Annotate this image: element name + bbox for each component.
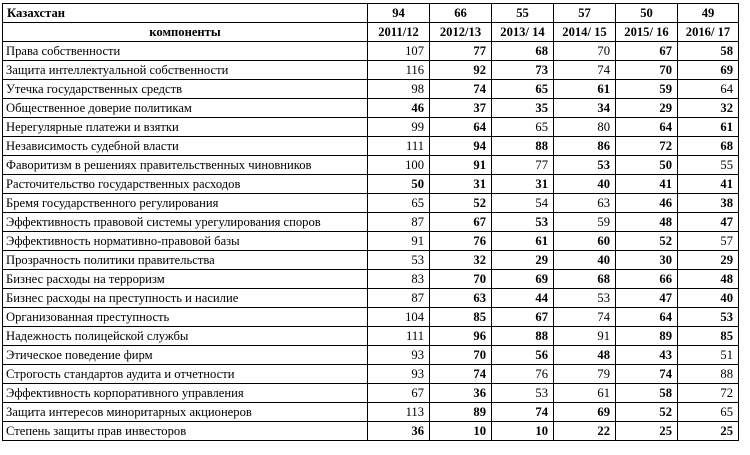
table-row xyxy=(3,289,739,308)
table-cell-value: 59 xyxy=(616,80,678,99)
table-row xyxy=(3,232,739,251)
rank-header: 50 xyxy=(616,4,678,23)
table-cell-value: 116 xyxy=(368,61,430,80)
table-cell-value: 35 xyxy=(492,99,554,118)
table-cell-value: 31 xyxy=(492,175,554,194)
table-row xyxy=(3,61,739,80)
table-cell-value: 98 xyxy=(368,80,430,99)
table-cell-value: 61 xyxy=(678,118,739,137)
table-cell-value: 40 xyxy=(554,251,616,270)
table-cell-value: 92 xyxy=(430,61,492,80)
row-label: Прозрачность политики правительства xyxy=(3,251,368,270)
table-cell-value: 34 xyxy=(554,99,616,118)
table-cell-value: 50 xyxy=(616,156,678,175)
table-cell-value: 74 xyxy=(554,308,616,327)
table-row xyxy=(3,99,739,118)
row-label: Защита интересов миноритарных акционеров xyxy=(3,403,368,422)
table-cell-value: 61 xyxy=(492,232,554,251)
table-cell-value: 36 xyxy=(430,384,492,403)
table-cell-value: 73 xyxy=(492,61,554,80)
table-cell-value: 74 xyxy=(430,80,492,99)
table-cell-value: 53 xyxy=(554,289,616,308)
table-cell-value: 41 xyxy=(678,175,739,194)
table-cell-value: 77 xyxy=(430,42,492,61)
table-cell-value: 93 xyxy=(368,365,430,384)
table-cell-value: 53 xyxy=(678,308,739,327)
row-label: Эффективность правовой системы урегулирования споров xyxy=(3,213,368,232)
table-cell-value: 47 xyxy=(616,289,678,308)
table-row xyxy=(3,156,739,175)
table-cell-value: 72 xyxy=(616,137,678,156)
row-label: Бремя государственного регулирования xyxy=(3,194,368,213)
table-cell-value: 32 xyxy=(430,251,492,270)
table-cell-value: 88 xyxy=(492,327,554,346)
table-cell-value: 111 xyxy=(368,327,430,346)
table-row xyxy=(3,175,739,194)
rank-header: 66 xyxy=(430,4,492,23)
row-label: Эффективность корпоративного управления xyxy=(3,384,368,403)
country-label: Казахстан xyxy=(3,4,368,23)
table-row xyxy=(3,270,739,289)
table-cell-value: 53 xyxy=(492,384,554,403)
table-cell-value: 55 xyxy=(678,156,739,175)
row-label: Степень защиты прав инвесторов xyxy=(3,422,368,441)
table-cell-value: 46 xyxy=(616,194,678,213)
table-cell-value: 64 xyxy=(616,118,678,137)
row-label: Общественное доверие политикам xyxy=(3,99,368,118)
table-cell-value: 48 xyxy=(554,346,616,365)
table-cell-value: 46 xyxy=(368,99,430,118)
table-cell-value: 79 xyxy=(554,365,616,384)
table-cell-value: 10 xyxy=(492,422,554,441)
row-label: Надежность полицейской службы xyxy=(3,327,368,346)
table-cell-value: 30 xyxy=(616,251,678,270)
table-cell-value: 52 xyxy=(616,403,678,422)
table-cell-value: 43 xyxy=(616,346,678,365)
rank-header: 94 xyxy=(368,4,430,23)
row-label: Бизнес расходы на преступность и насилие xyxy=(3,289,368,308)
table-cell-value: 59 xyxy=(554,213,616,232)
table-cell-value: 37 xyxy=(430,99,492,118)
table-cell-value: 74 xyxy=(430,365,492,384)
year-header: 2016/ 17 xyxy=(678,23,739,42)
row-label: Нерегулярные платежи и взятки xyxy=(3,118,368,137)
table-cell-value: 67 xyxy=(616,42,678,61)
table-cell-value: 87 xyxy=(368,289,430,308)
table-cell-value: 29 xyxy=(492,251,554,270)
table-row xyxy=(3,194,739,213)
table-cell-value: 74 xyxy=(616,365,678,384)
table-cell-value: 80 xyxy=(554,118,616,137)
table-cell-value: 60 xyxy=(554,232,616,251)
table-cell-value: 36 xyxy=(368,422,430,441)
year-header: 2015/ 16 xyxy=(616,23,678,42)
table-cell-value: 93 xyxy=(368,346,430,365)
table-cell-value: 74 xyxy=(554,61,616,80)
table-cell-value: 22 xyxy=(554,422,616,441)
rank-header: 49 xyxy=(678,4,739,23)
year-header: 2012/13 xyxy=(430,23,492,42)
row-label: Эффективность нормативно-правовой базы xyxy=(3,232,368,251)
table-cell-value: 63 xyxy=(430,289,492,308)
table-cell-value: 48 xyxy=(616,213,678,232)
table-cell-value: 52 xyxy=(430,194,492,213)
table-cell-value: 68 xyxy=(554,270,616,289)
table-cell-value: 65 xyxy=(678,403,739,422)
table-cell-value: 77 xyxy=(492,156,554,175)
table-cell-value: 70 xyxy=(616,61,678,80)
table-cell-value: 100 xyxy=(368,156,430,175)
table-cell-value: 31 xyxy=(430,175,492,194)
table-cell-value: 70 xyxy=(430,346,492,365)
table-cell-value: 107 xyxy=(368,42,430,61)
table-cell-value: 69 xyxy=(554,403,616,422)
table-row xyxy=(3,365,739,384)
row-label: Строгость стандартов аудита и отчетности xyxy=(3,365,368,384)
table-cell-value: 65 xyxy=(368,194,430,213)
table-row xyxy=(3,118,739,137)
table-cell-value: 68 xyxy=(678,137,739,156)
year-header: 2013/ 14 xyxy=(492,23,554,42)
table-cell-value: 10 xyxy=(430,422,492,441)
year-header: 2014/ 15 xyxy=(554,23,616,42)
table-cell-value: 32 xyxy=(678,99,739,118)
table-cell-value: 51 xyxy=(678,346,739,365)
table-row xyxy=(3,403,739,422)
table-cell-value: 25 xyxy=(616,422,678,441)
table-cell-value: 74 xyxy=(492,403,554,422)
table-cell-value: 64 xyxy=(430,118,492,137)
components-label: компоненты xyxy=(3,23,368,42)
table-cell-value: 50 xyxy=(368,175,430,194)
table-cell-value: 111 xyxy=(368,137,430,156)
table-cell-value: 91 xyxy=(368,232,430,251)
table-cell-value: 83 xyxy=(368,270,430,289)
table-row xyxy=(3,42,739,61)
table-row xyxy=(3,384,739,403)
table-cell-value: 85 xyxy=(678,327,739,346)
table-cell-value: 70 xyxy=(554,42,616,61)
table-cell-value: 72 xyxy=(678,384,739,403)
table-cell-value: 94 xyxy=(430,137,492,156)
table-cell-value: 29 xyxy=(616,99,678,118)
table-cell-value: 53 xyxy=(492,213,554,232)
table-cell-value: 85 xyxy=(430,308,492,327)
table-cell-value: 53 xyxy=(554,156,616,175)
table-row xyxy=(3,213,739,232)
row-label: Утечка государственных средств xyxy=(3,80,368,99)
rank-header: 57 xyxy=(554,4,616,23)
table-cell-value: 25 xyxy=(678,422,739,441)
table-row xyxy=(3,346,739,365)
row-label: Организованная преступность xyxy=(3,308,368,327)
table-cell-value: 52 xyxy=(616,232,678,251)
year-header: 2011/12 xyxy=(368,23,430,42)
table-cell-value: 58 xyxy=(678,42,739,61)
table-cell-value: 91 xyxy=(554,327,616,346)
kazakhstan-rankings-table xyxy=(2,3,739,441)
table-cell-value: 66 xyxy=(616,270,678,289)
table-cell-value: 44 xyxy=(492,289,554,308)
table-cell-value: 99 xyxy=(368,118,430,137)
table-cell-value: 40 xyxy=(678,289,739,308)
table-row xyxy=(3,80,739,99)
table-row xyxy=(3,308,739,327)
table-row xyxy=(3,327,739,346)
row-label: Независимость судебной власти xyxy=(3,137,368,156)
row-label: Расточительство государственных расходов xyxy=(3,175,368,194)
table-cell-value: 70 xyxy=(430,270,492,289)
row-label: Фаворитизм в решениях правительственных чиновников xyxy=(3,156,368,175)
table-cell-value: 53 xyxy=(368,251,430,270)
table-cell-value: 64 xyxy=(678,80,739,99)
table-cell-value: 58 xyxy=(616,384,678,403)
table-cell-value: 57 xyxy=(678,232,739,251)
table-cell-value: 89 xyxy=(430,403,492,422)
table-row xyxy=(3,251,739,270)
table-cell-value: 91 xyxy=(430,156,492,175)
table-cell-value: 41 xyxy=(616,175,678,194)
table-cell-value: 67 xyxy=(492,308,554,327)
table-cell-value: 64 xyxy=(616,308,678,327)
table-cell-value: 88 xyxy=(492,137,554,156)
table-cell-value: 56 xyxy=(492,346,554,365)
table-cell-value: 29 xyxy=(678,251,739,270)
rank-header: 55 xyxy=(492,4,554,23)
table-cell-value: 69 xyxy=(678,61,739,80)
table-cell-value: 68 xyxy=(492,42,554,61)
table-cell-value: 48 xyxy=(678,270,739,289)
table-cell-value: 40 xyxy=(554,175,616,194)
table-cell-value: 88 xyxy=(678,365,739,384)
table-cell-value: 38 xyxy=(678,194,739,213)
table-cell-value: 113 xyxy=(368,403,430,422)
table-cell-value: 104 xyxy=(368,308,430,327)
header-row-ranks xyxy=(3,4,739,23)
row-label: Этическое поведение фирм xyxy=(3,346,368,365)
table-cell-value: 86 xyxy=(554,137,616,156)
table-cell-value: 61 xyxy=(554,80,616,99)
row-label: Права собственности xyxy=(3,42,368,61)
table-cell-value: 47 xyxy=(678,213,739,232)
row-label: Бизнес расходы на терроризм xyxy=(3,270,368,289)
table-cell-value: 67 xyxy=(368,384,430,403)
table-row xyxy=(3,137,739,156)
header-row-years xyxy=(3,23,739,42)
table-cell-value: 67 xyxy=(430,213,492,232)
table-cell-value: 87 xyxy=(368,213,430,232)
table-cell-value: 76 xyxy=(492,365,554,384)
table-cell-value: 89 xyxy=(616,327,678,346)
table-cell-value: 54 xyxy=(492,194,554,213)
table-cell-value: 96 xyxy=(430,327,492,346)
table-cell-value: 63 xyxy=(554,194,616,213)
table-cell-value: 76 xyxy=(430,232,492,251)
table-cell-value: 69 xyxy=(492,270,554,289)
table-cell-value: 61 xyxy=(554,384,616,403)
table-row xyxy=(3,422,739,441)
table-cell-value: 65 xyxy=(492,80,554,99)
table-cell-value: 65 xyxy=(492,118,554,137)
row-label: Защита интеллектуальной собственности xyxy=(3,61,368,80)
